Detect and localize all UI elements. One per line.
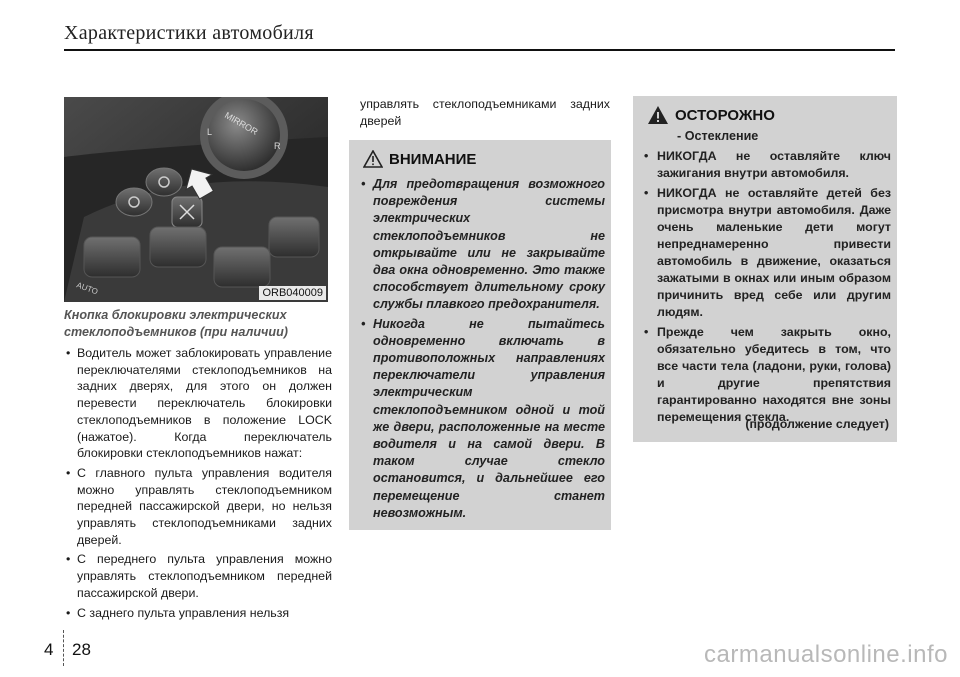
warning-title: ВНИМАНИЕ xyxy=(389,150,477,168)
mirror-label: MIRROR xyxy=(223,110,260,137)
body-column-2-continuation: управлять стеклоподъемниками задних дверей xyxy=(360,97,610,128)
list-item: • Никогда не пытайтесь одновременно включать в противоположных направлениях переключатели управления электрическим стеклоподъемником одной и той же двери, расположенные на месте водителя и на самой двери. В таком случае стекло остановится, и дальнейшее его перемещение станет невозможным. xyxy=(359,316,605,522)
auto-label: AUTO xyxy=(75,280,100,297)
list-item: • НИКОГДА не оставляйте ключ зажигания внутри автомобиля. xyxy=(641,148,891,182)
caution-triangle-icon xyxy=(647,105,669,125)
list-item: • С переднего пульта управления можно управлять стеклоподъемником передней пассажирской двери. xyxy=(64,551,332,601)
header-rule xyxy=(64,49,895,51)
list-item: • НИКОГДА не оставляйте детей без присмотра внутри автомобиля. Даже очень маленькие дети могут непреднамеренно привести автомобиль в движение, оказаться зажатыми в окнах или иным образом причинить вред себе или другим людям. xyxy=(641,185,891,321)
caution-subtitle: - Остекление xyxy=(677,129,759,143)
list-item: • Прежде чем закрыть окно, обязательно убедитесь в том, что все части тела (ладони, руки, голова) и другие препятствия гарантированно находятся вне зоны перемещения стекла. xyxy=(641,324,891,426)
list-item: • С главного пульта управления водителя можно управлять стеклоподъемником передней пассажирской двери, но нельзя управлять стеклоподъемниками задних дверей. xyxy=(64,465,332,549)
window-switch-photo xyxy=(64,97,328,302)
warning-box xyxy=(349,140,611,530)
warning-triangle-icon xyxy=(363,150,383,168)
caution-title: ОСТОРОЖНО xyxy=(675,106,775,124)
figure-caption: Кнопка блокировки электрических стеклоподъемников (при наличии) xyxy=(64,308,288,339)
caution-box xyxy=(633,96,897,442)
switch-panel-illustration xyxy=(64,97,328,302)
mirror-right-label: R xyxy=(274,141,281,151)
figure-code: ORB040009 xyxy=(259,286,326,300)
footer-divider xyxy=(63,630,64,666)
page-number: 28 xyxy=(72,640,91,659)
continued-note: (продолжение следует) xyxy=(745,417,889,431)
page-header-title: Характеристики автомобиля xyxy=(64,22,314,44)
lock-behaviour-list xyxy=(64,345,332,621)
warning-list xyxy=(359,176,605,524)
body-column-1 xyxy=(64,345,332,624)
watermark: carmanualsonline.info xyxy=(704,641,948,668)
warning-heading xyxy=(363,150,476,168)
caution-heading xyxy=(647,105,775,125)
list-item: • Для предотвращения возможного повреждения системы электрических стеклоподъемников не открывайте или не закрывайте два окна одновременно. Это также способствует длительному сроку службы плавкого предохранителя. xyxy=(359,176,605,314)
mirror-left-label: L xyxy=(207,127,213,137)
list-item: • Водитель может заблокировать управление переключателями стеклоподъемников на задних дверях, для этого он должен перевести переключатель блокировки стеклоподъемников в положение LOCK (нажатое). Когда переключатель блокировки стеклоподъемников нажат: xyxy=(64,345,332,462)
list-item: • С заднего пульта управления нельзя xyxy=(64,605,332,622)
caution-list xyxy=(641,148,891,429)
chapter-number: 4 xyxy=(44,640,54,659)
